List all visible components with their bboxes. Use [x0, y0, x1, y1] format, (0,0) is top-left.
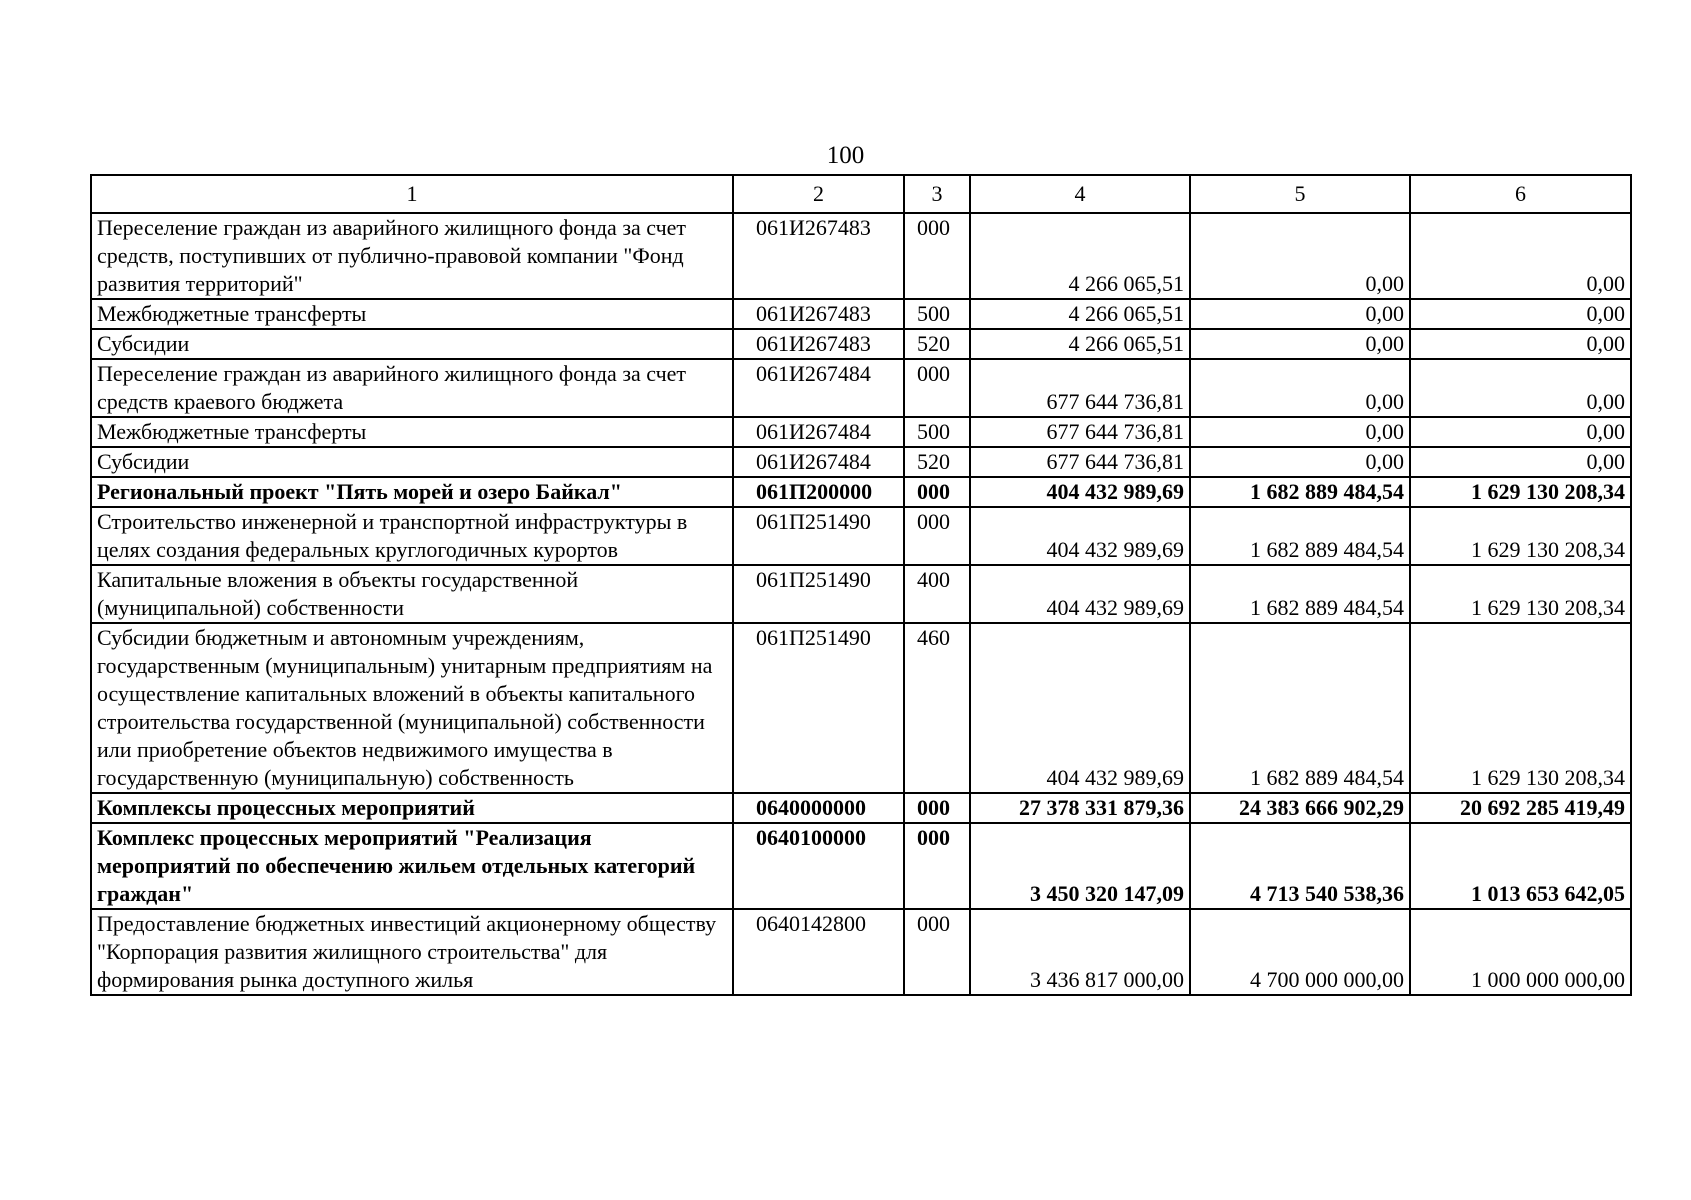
row-value-2026-cell: 0,00: [1410, 329, 1631, 359]
row-type-cell: 000: [904, 507, 970, 565]
row-value-2026-cell: 0,00: [1410, 213, 1631, 299]
row-value-2025-cell: 1 682 889 484,54: [1190, 565, 1410, 623]
row-code-cell: 061П200000: [733, 477, 904, 507]
row-code-cell: 061П251490: [733, 565, 904, 623]
row-value-2025-cell: 1 682 889 484,54: [1190, 623, 1410, 793]
row-name-cell: Капитальные вложения в объекты государственной (муниципальной) собственности: [91, 565, 733, 623]
column-header: 4: [970, 175, 1190, 213]
column-header: 5: [1190, 175, 1410, 213]
row-value-2025-cell: 0,00: [1190, 447, 1410, 477]
row-type-cell: 000: [904, 793, 970, 823]
table-row: [91, 477, 1631, 507]
row-value-2026-cell: 0,00: [1410, 359, 1631, 417]
row-code-cell: 061И267484: [733, 417, 904, 447]
row-value-2026-cell: 0,00: [1410, 299, 1631, 329]
row-code-cell: 061И267484: [733, 359, 904, 417]
row-value-2024-cell: 4 266 065,51: [970, 213, 1190, 299]
row-code-cell: 061П251490: [733, 623, 904, 793]
row-value-2026-cell: 1 629 130 208,34: [1410, 507, 1631, 565]
column-header: 6: [1410, 175, 1631, 213]
row-value-2025-cell: 1 682 889 484,54: [1190, 477, 1410, 507]
row-value-2025-cell: 0,00: [1190, 213, 1410, 299]
column-header: 2: [733, 175, 904, 213]
row-code-cell: 061П251490: [733, 507, 904, 565]
row-value-2025-cell: 0,00: [1190, 299, 1410, 329]
row-type-cell: 520: [904, 447, 970, 477]
row-type-cell: 500: [904, 417, 970, 447]
row-code-cell: 0640000000: [733, 793, 904, 823]
row-value-2025-cell: 4 713 540 538,36: [1190, 823, 1410, 909]
row-code-cell: 0640100000: [733, 823, 904, 909]
row-value-2024-cell: 677 644 736,81: [970, 447, 1190, 477]
row-name-cell: Субсидии: [91, 329, 733, 359]
row-name-cell: Предоставление бюджетных инвестиций акционерному обществу "Корпорация развития жилищного строительства" для формирования рынка доступного жилья: [91, 909, 733, 995]
row-value-2024-cell: 3 450 320 147,09: [970, 823, 1190, 909]
column-header: 1: [91, 175, 733, 213]
column-header: 3: [904, 175, 970, 213]
row-value-2024-cell: 404 432 989,69: [970, 477, 1190, 507]
row-value-2026-cell: 1 629 130 208,34: [1410, 623, 1631, 793]
table-row: [91, 909, 1631, 995]
row-name-cell: Комплексы процессных мероприятий: [91, 793, 733, 823]
row-code-cell: 061И267484: [733, 447, 904, 477]
row-type-cell: 000: [904, 823, 970, 909]
header-row: [91, 175, 1631, 213]
row-type-cell: 400: [904, 565, 970, 623]
table-row: [91, 793, 1631, 823]
row-value-2026-cell: 0,00: [1410, 417, 1631, 447]
row-type-cell: 500: [904, 299, 970, 329]
row-value-2024-cell: 3 436 817 000,00: [970, 909, 1190, 995]
row-type-cell: 000: [904, 477, 970, 507]
row-type-cell: 000: [904, 909, 970, 995]
row-value-2025-cell: 24 383 666 902,29: [1190, 793, 1410, 823]
table-row: [91, 623, 1631, 793]
row-value-2026-cell: 1 000 000 000,00: [1410, 909, 1631, 995]
row-value-2024-cell: 404 432 989,69: [970, 565, 1190, 623]
row-code-cell: 0640142800: [733, 909, 904, 995]
table-row: [91, 507, 1631, 565]
table-row: [91, 447, 1631, 477]
row-type-cell: 460: [904, 623, 970, 793]
row-value-2026-cell: 1 629 130 208,34: [1410, 565, 1631, 623]
budget-table: [90, 174, 1632, 996]
row-name-cell: Переселение граждан из аварийного жилищного фонда за счет средств краевого бюджета: [91, 359, 733, 417]
row-value-2026-cell: 20 692 285 419,49: [1410, 793, 1631, 823]
row-name-cell: Комплекс процессных мероприятий "Реализация мероприятий по обеспечению жильем отдельных категорий граждан": [91, 823, 733, 909]
row-value-2026-cell: 1 629 130 208,34: [1410, 477, 1631, 507]
table-row: [91, 359, 1631, 417]
row-name-cell: Субсидии бюджетным и автономным учреждениям, государственным (муниципальным) унитарным предприятиям на осуществление капитальных вложений в объекты капитального строительства государственной (муниципальной) собственности или приобретение объектов недвижимого имущества в государственную (муниципальную) собственность: [91, 623, 733, 793]
row-value-2024-cell: 677 644 736,81: [970, 359, 1190, 417]
table-row: [91, 565, 1631, 623]
row-name-cell: Региональный проект "Пять морей и озеро Байкал": [91, 477, 733, 507]
row-name-cell: Межбюджетные трансферты: [91, 417, 733, 447]
row-value-2024-cell: 404 432 989,69: [970, 623, 1190, 793]
table-body: [91, 213, 1631, 995]
row-type-cell: 000: [904, 359, 970, 417]
page-number: 100: [826, 142, 865, 169]
row-value-2025-cell: 4 700 000 000,00: [1190, 909, 1410, 995]
row-name-cell: Переселение граждан из аварийного жилищного фонда за счет средств, поступивших от публично-правовой компании "Фонд развития территорий": [91, 213, 733, 299]
row-type-cell: 520: [904, 329, 970, 359]
row-value-2024-cell: 4 266 065,51: [970, 329, 1190, 359]
row-value-2024-cell: 677 644 736,81: [970, 417, 1190, 447]
row-name-cell: Субсидии: [91, 447, 733, 477]
row-code-cell: 061И267483: [733, 329, 904, 359]
table-header: [91, 175, 1631, 213]
row-value-2026-cell: 0,00: [1410, 447, 1631, 477]
row-value-2025-cell: 1 682 889 484,54: [1190, 507, 1410, 565]
row-value-2024-cell: 27 378 331 879,36: [970, 793, 1190, 823]
row-code-cell: 061И267483: [733, 213, 904, 299]
row-value-2026-cell: 1 013 653 642,05: [1410, 823, 1631, 909]
row-value-2025-cell: 0,00: [1190, 417, 1410, 447]
table-row: [91, 823, 1631, 909]
row-value-2024-cell: 404 432 989,69: [970, 507, 1190, 565]
row-name-cell: Строительство инженерной и транспортной инфраструктуры в целях создания федеральных круглогодичных курортов: [91, 507, 733, 565]
row-value-2024-cell: 4 266 065,51: [970, 299, 1190, 329]
row-code-cell: 061И267483: [733, 299, 904, 329]
row-type-cell: 000: [904, 213, 970, 299]
row-value-2025-cell: 0,00: [1190, 329, 1410, 359]
table-row: [91, 329, 1631, 359]
table-row: [91, 417, 1631, 447]
table-row: [91, 299, 1631, 329]
row-name-cell: Межбюджетные трансферты: [91, 299, 733, 329]
row-value-2025-cell: 0,00: [1190, 359, 1410, 417]
table-row: [91, 213, 1631, 299]
